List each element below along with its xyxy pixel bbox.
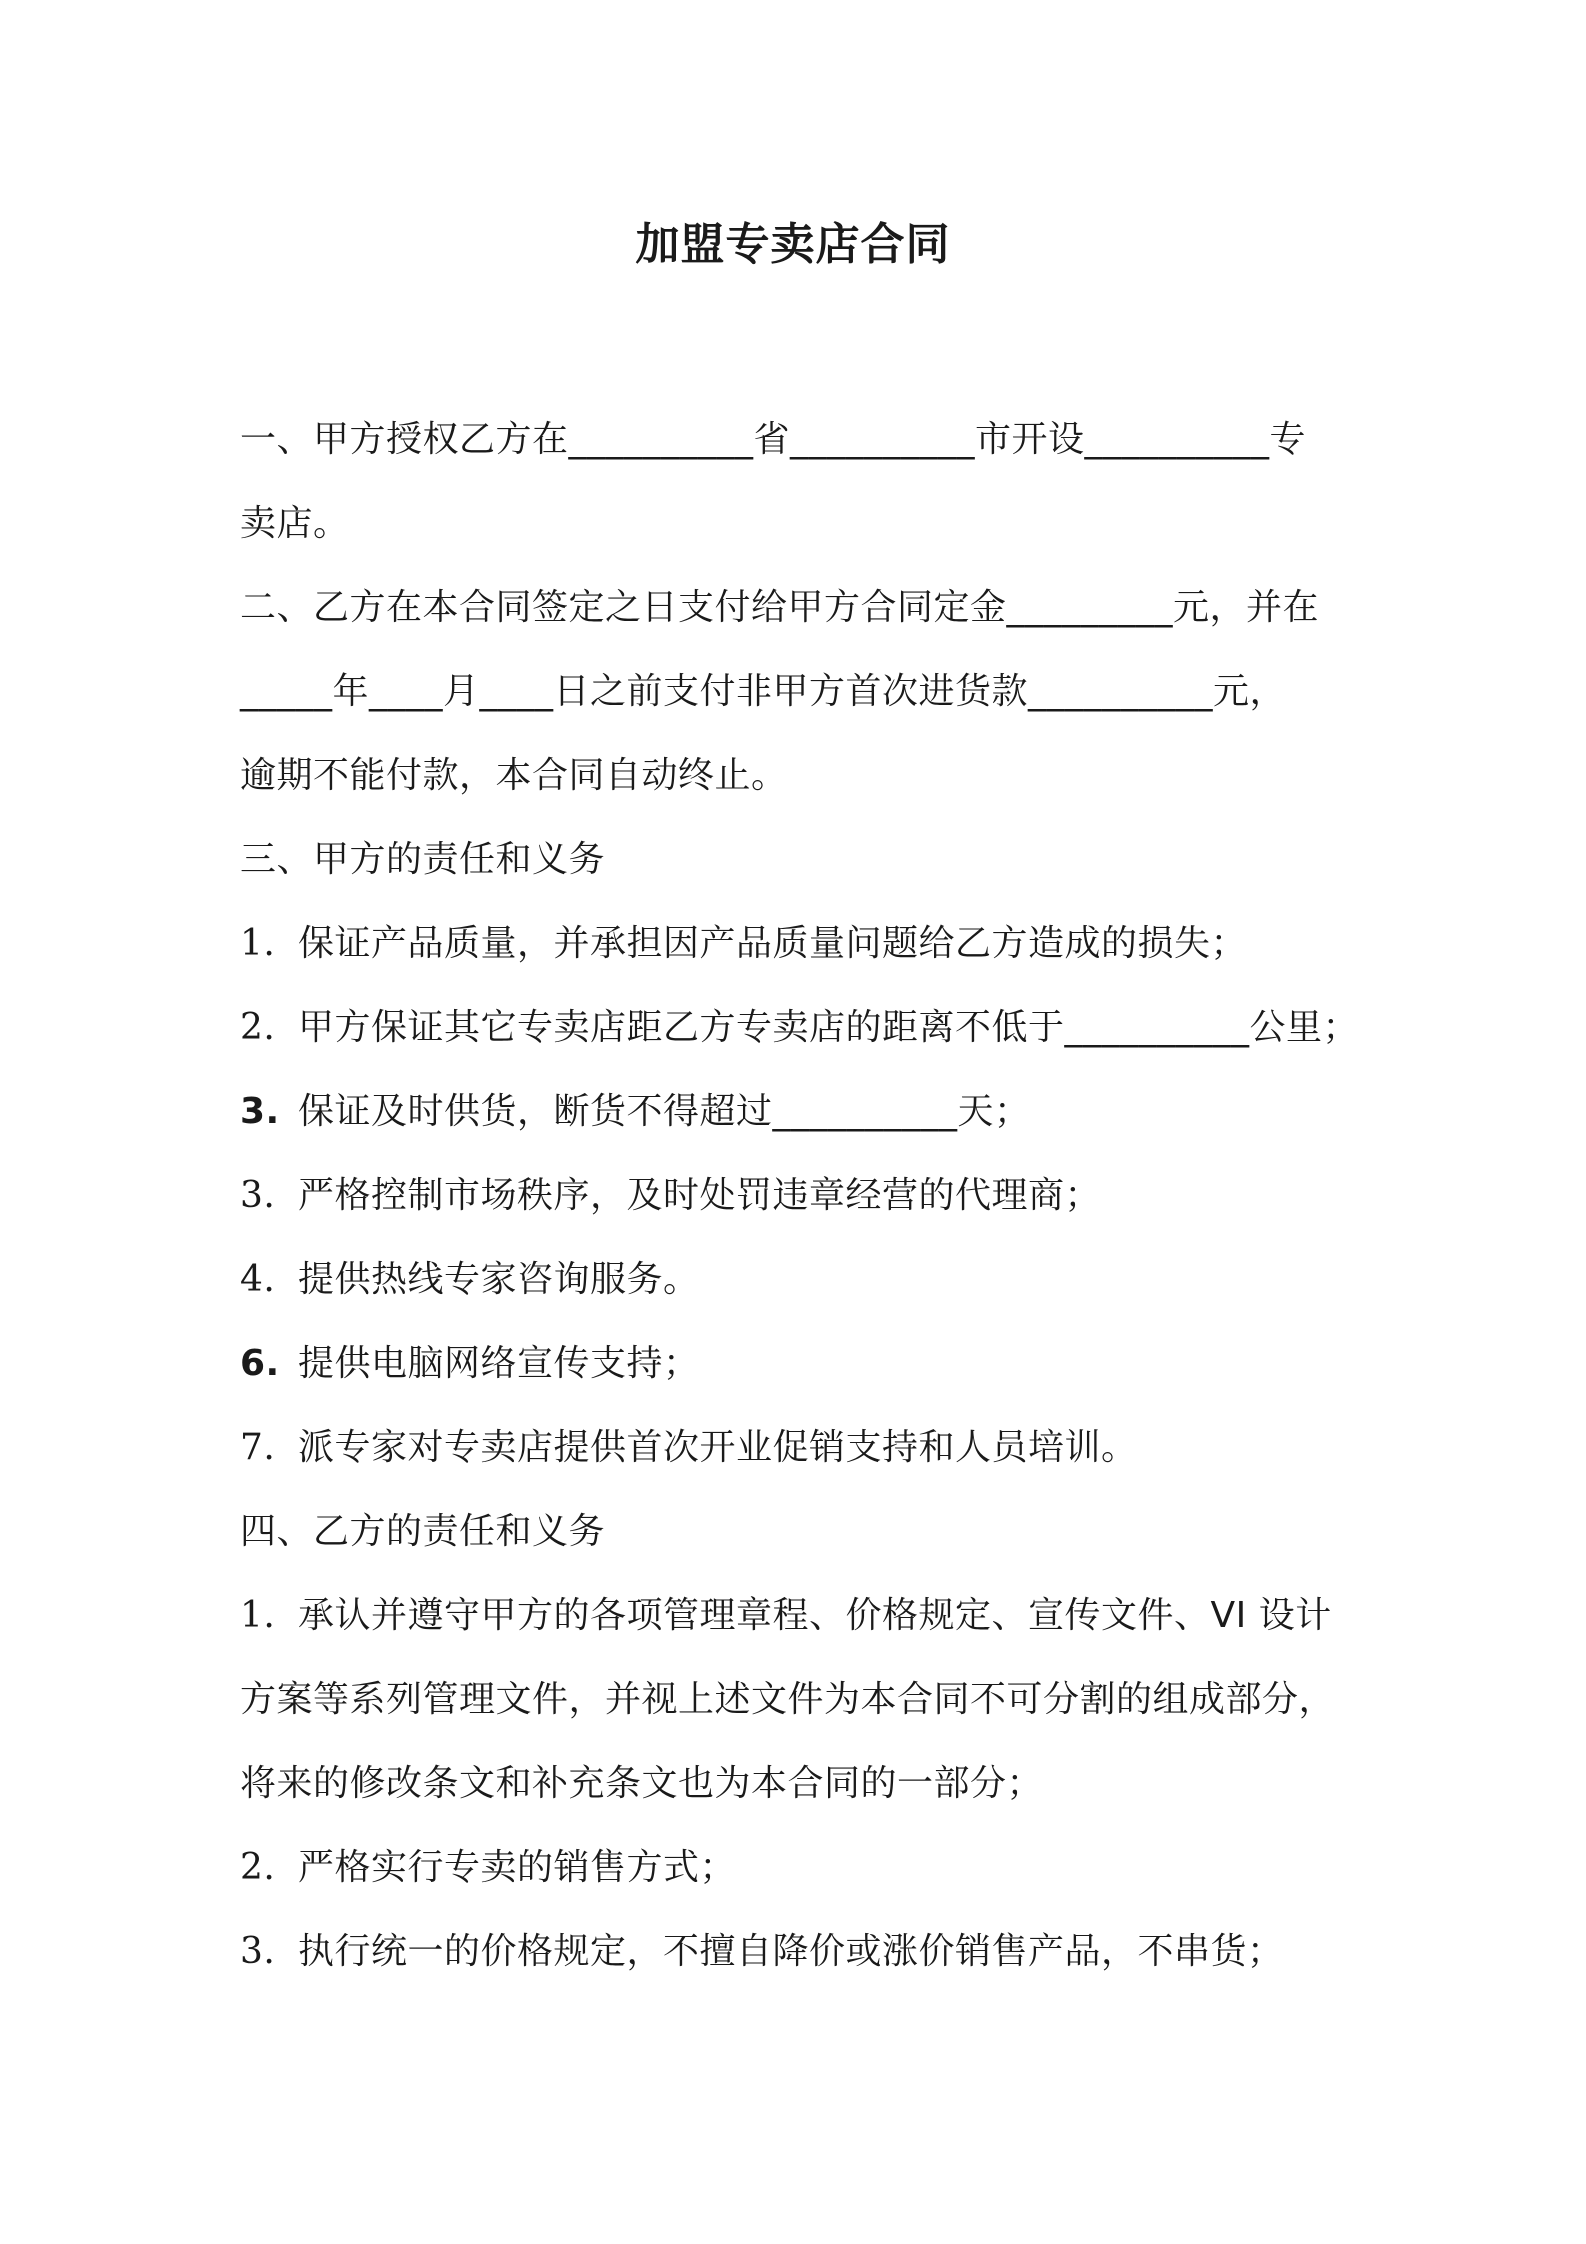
item-number: 3.	[240, 1175, 276, 1216]
list-item	[240, 1238, 1370, 1322]
line-text: 甲方保证其它专卖店距乙方专卖店的距离不低于__________公里；	[298, 1007, 1360, 1048]
line-text: 执行统一的价格规定，不擅自降价或涨价销售产品，不串货；	[298, 1931, 1284, 1972]
line-text: 一、甲方授权乙方在__________省__________市开设__________专	[240, 419, 1307, 460]
section-3-heading	[240, 818, 1370, 902]
list-item	[240, 1154, 1370, 1238]
clause-2-line-2	[240, 650, 1370, 734]
line-text: _____年____月____日之前支付非甲方首次进货款__________元，	[240, 671, 1287, 712]
line-text: 提供电脑网络宣传支持；	[298, 1343, 700, 1384]
contract-body	[240, 398, 1370, 1994]
item-number: 2.	[240, 1847, 276, 1888]
clause-1-line-1	[240, 398, 1370, 482]
item-number: 6.	[240, 1343, 280, 1384]
line-text: 将来的修改条文和补充条文也为本合同的一部分；	[240, 1763, 1044, 1804]
line-text: 承认并遵守甲方的各项管理章程、价格规定、宣传文件、VI 设计	[298, 1595, 1332, 1636]
list-item	[240, 1910, 1370, 1994]
clause-2-line-3	[240, 734, 1370, 818]
item-number: 7.	[240, 1427, 276, 1468]
line-text: 提供热线专家咨询服务。	[298, 1259, 700, 1300]
item-number: 2.	[240, 1007, 276, 1048]
section-4-heading	[240, 1490, 1370, 1574]
list-item-continuation	[240, 1658, 1370, 1742]
item-number: 3.	[240, 1091, 280, 1132]
document-title: 加盟专卖店合同	[635, 219, 951, 270]
line-text: 派专家对专卖店提供首次开业促销支持和人员培训。	[298, 1427, 1138, 1468]
item-number: 3.	[240, 1931, 276, 1972]
item-number: 1.	[240, 1595, 276, 1636]
line-text: 保证及时供货，断货不得超过__________天；	[298, 1091, 1031, 1132]
line-text: 三、甲方的责任和义务	[240, 839, 606, 880]
line-text: 四、乙方的责任和义务	[240, 1511, 606, 1552]
list-item	[240, 1826, 1370, 1910]
list-item	[240, 1322, 1370, 1406]
clause-2-line-1	[240, 566, 1370, 650]
line-text: 严格控制市场秩序，及时处罚违章经营的代理商；	[298, 1175, 1102, 1216]
line-text: 保证产品质量，并承担因产品质量问题给乙方造成的损失；	[298, 923, 1248, 964]
line-text: 二、乙方在本合同签定之日支付给甲方合同定金_________元，并在	[240, 587, 1320, 628]
list-item	[240, 986, 1370, 1070]
line-text: 严格实行专卖的销售方式；	[298, 1847, 737, 1888]
line-text: 卖店。	[240, 503, 350, 544]
line-text: 逾期不能付款，本合同自动终止。	[240, 755, 788, 796]
item-number: 1.	[240, 923, 276, 964]
list-item	[240, 1070, 1370, 1154]
clause-1-line-2	[240, 482, 1370, 566]
list-item	[240, 1574, 1370, 1658]
line-text: 方案等系列管理文件，并视上述文件为本合同不可分割的组成部分，	[240, 1679, 1336, 1720]
list-item	[240, 902, 1370, 986]
list-item	[240, 1406, 1370, 1490]
item-number: 4.	[240, 1259, 276, 1300]
list-item-continuation	[240, 1742, 1370, 1826]
